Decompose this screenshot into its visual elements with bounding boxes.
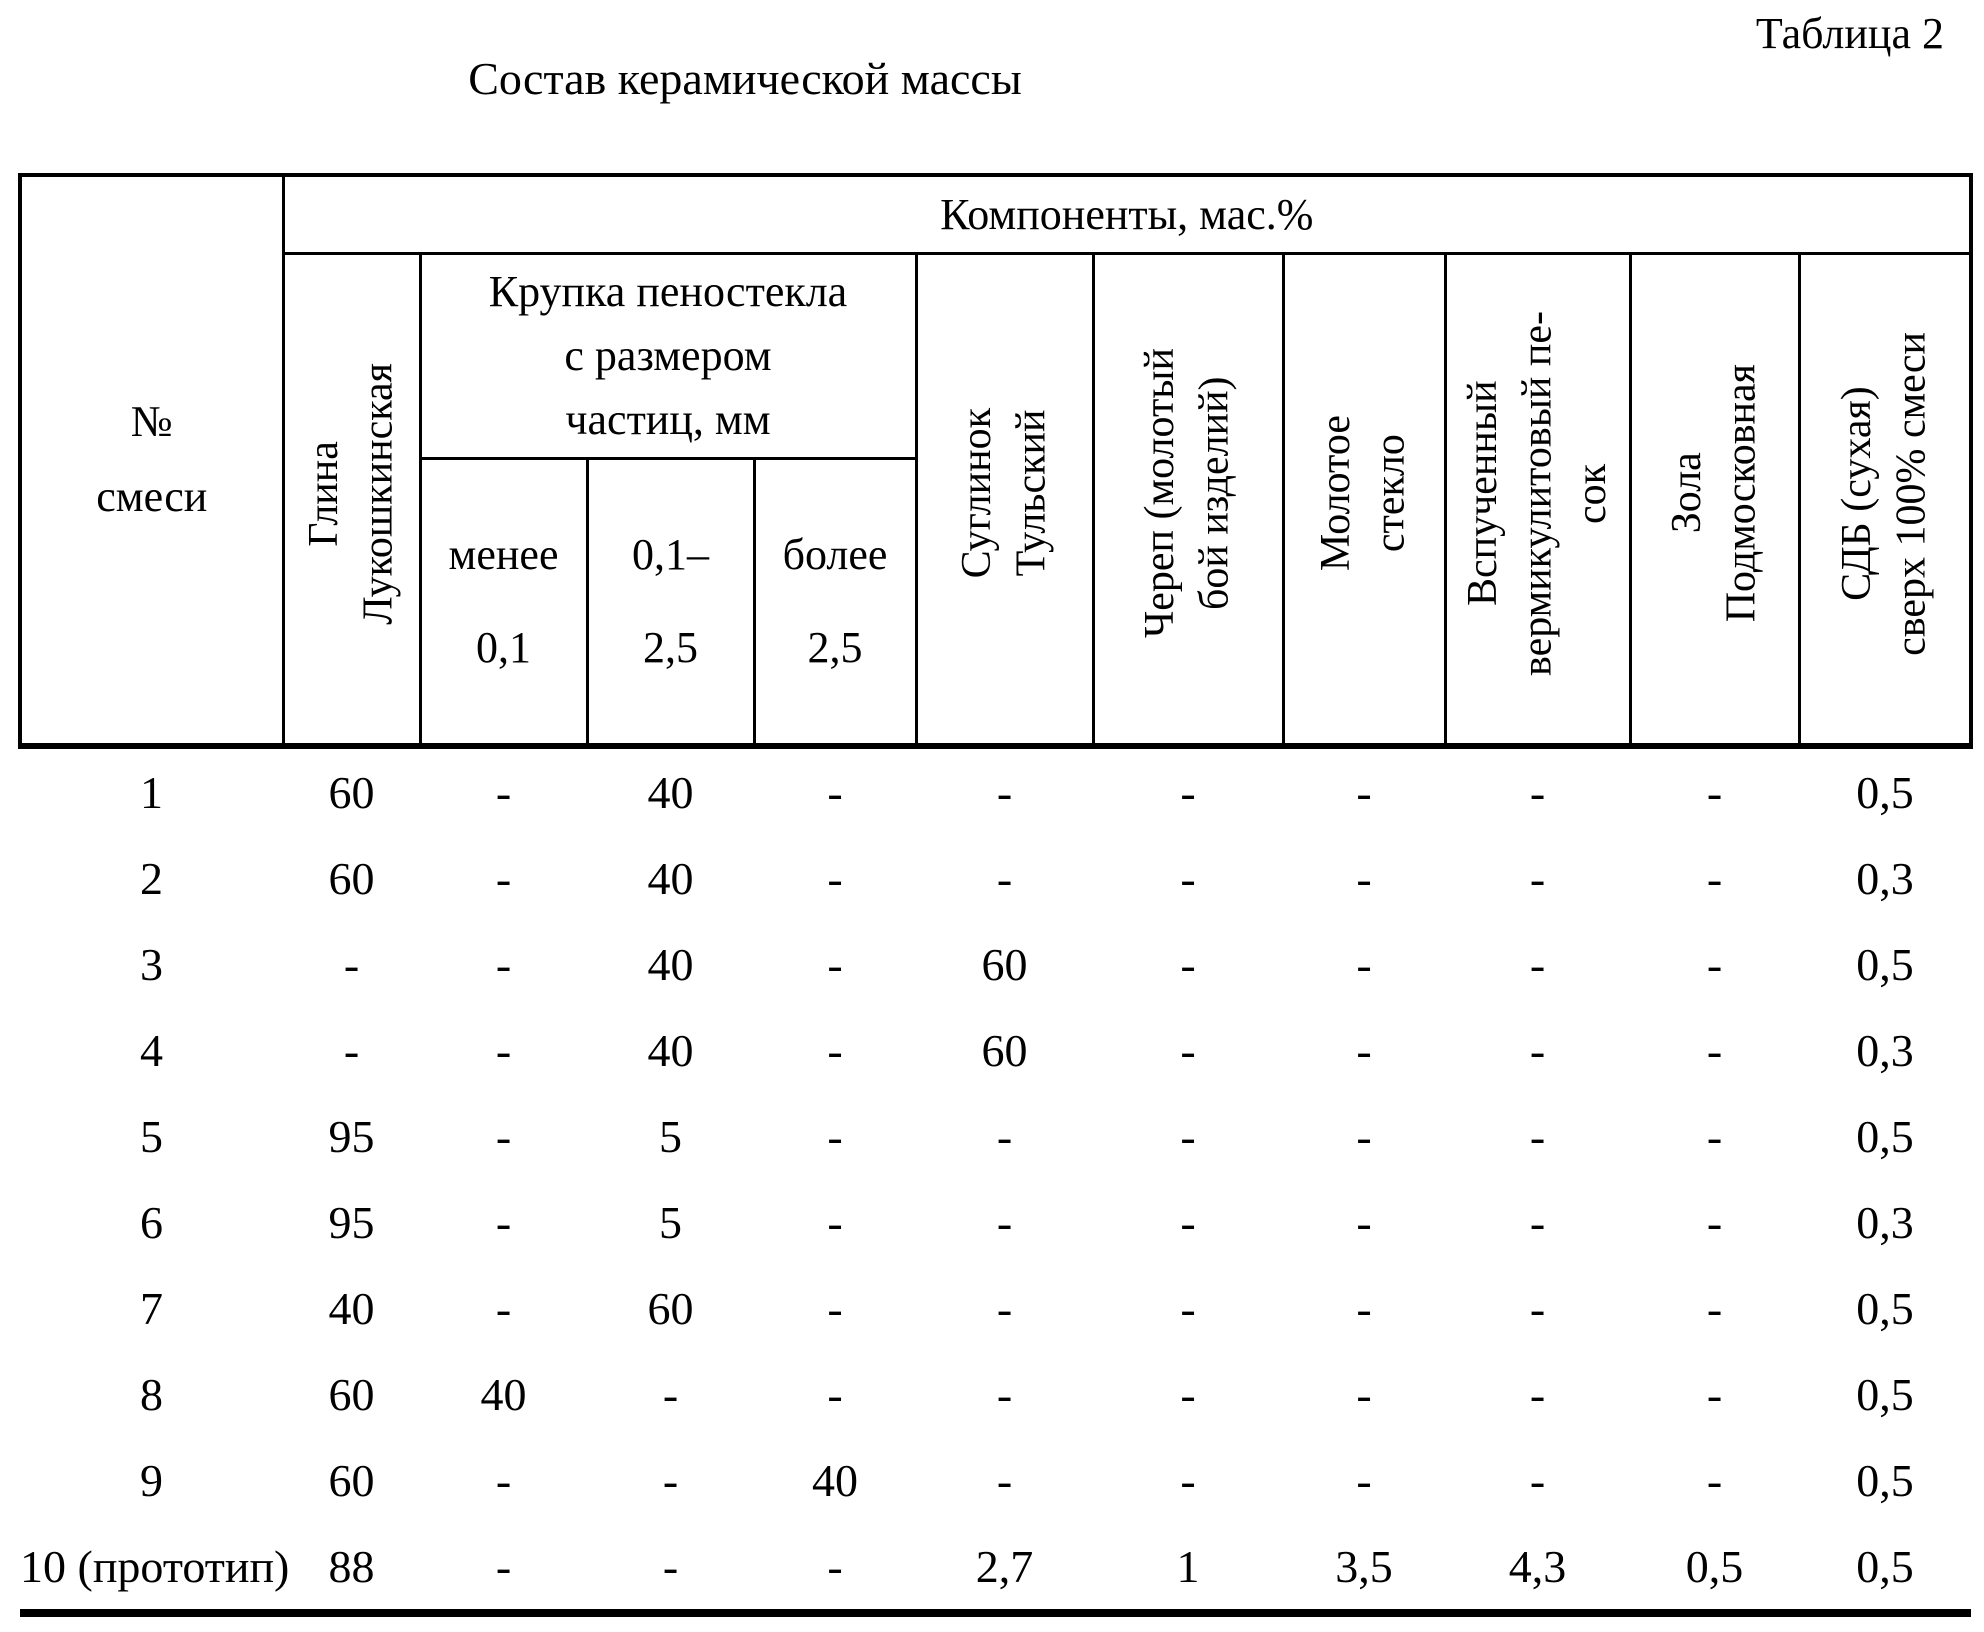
value-cell: -	[827, 1110, 843, 1162]
clay-header-text: Глина Лукошкинская	[300, 362, 402, 625]
value-cell: -	[1529, 1110, 1546, 1162]
value-cell: -	[495, 852, 512, 904]
value-cell: -	[1706, 1282, 1723, 1334]
value-cell: -	[1706, 852, 1723, 904]
value-cell: -	[1529, 852, 1546, 904]
value-cell: -	[827, 1196, 843, 1248]
mix-number-cell: 1	[140, 766, 163, 818]
value-cell: 60	[981, 938, 1028, 990]
value-cell: -	[1180, 766, 1196, 818]
value-cell: -	[1529, 1368, 1546, 1420]
column-header-vermiculite-sand	[1445, 254, 1630, 747]
table-row	[20, 1265, 1971, 1351]
table-row	[20, 1007, 1971, 1093]
value-cell: 0,3	[1856, 852, 1914, 904]
header-row-columns	[20, 254, 1971, 459]
value-cell: -	[1180, 938, 1196, 990]
value-cell: -	[1356, 1368, 1372, 1420]
table-row	[20, 1093, 1971, 1179]
value-cell: 0,3	[1856, 1024, 1914, 1076]
value-cell: -	[1356, 1196, 1372, 1248]
value-cell: -	[1706, 1110, 1723, 1162]
mix-number-cell: 6	[140, 1196, 163, 1248]
value-cell: 0,5	[1856, 1282, 1914, 1334]
value-cell: 0,5	[1856, 1368, 1914, 1420]
grog-header-text: Череп (молотый бой изделий)	[1137, 348, 1238, 639]
value-cell: -	[1356, 1282, 1372, 1334]
value-cell: -	[495, 1196, 512, 1248]
ash-header-text: Зола Подмосковная	[1663, 364, 1765, 623]
value-cell: -	[827, 1024, 843, 1076]
value-cell: 40	[647, 1024, 694, 1076]
value-cell: 0,5	[1856, 766, 1914, 818]
table-row	[20, 746, 1971, 835]
value-cell: 60	[647, 1282, 694, 1334]
table-header	[20, 175, 1971, 746]
value-cell: -	[1356, 766, 1372, 818]
mix-number-cell: 3	[140, 938, 163, 990]
value-cell: 4,3	[1445, 1523, 1630, 1613]
value-cell: 60	[981, 1024, 1028, 1076]
value-cell: -	[587, 1523, 754, 1613]
value-cell: 5	[659, 1196, 682, 1248]
mix-number-cell: 5	[140, 1110, 163, 1162]
value-cell: -	[495, 938, 512, 990]
vermiculite-header-text: Вспученный вермикулитовый пе- сок	[1459, 311, 1615, 676]
ground-glass-header-text: Молотое стекло	[1313, 415, 1414, 572]
value-cell: 0,5	[1856, 1110, 1914, 1162]
value-cell: -	[1706, 938, 1723, 990]
value-cell: 60	[328, 766, 375, 818]
mix-number-cell: 8	[140, 1368, 163, 1420]
mix-number-cell: 4	[140, 1024, 163, 1076]
value-cell: 2,7	[916, 1523, 1093, 1613]
mix-number-cell: 7	[140, 1282, 163, 1334]
value-cell: -	[754, 1523, 916, 1613]
value-cell: -	[1356, 1110, 1372, 1162]
header-row-groups	[20, 175, 1971, 254]
value-cell: -	[1356, 852, 1372, 904]
value-cell: -	[662, 1368, 679, 1420]
value-cell: -	[827, 766, 843, 818]
value-cell: -	[495, 766, 512, 818]
value-cell: -	[827, 1282, 843, 1334]
value-cell: -	[996, 1282, 1013, 1334]
value-cell: -	[1180, 1024, 1196, 1076]
table-row	[20, 1179, 1971, 1265]
value-cell: 88	[283, 1523, 420, 1613]
value-cell: 0,5	[1799, 1523, 1971, 1613]
column-header-sdb	[1799, 254, 1971, 747]
mix-number-cell: 10 (прототип)	[20, 1523, 283, 1613]
value-cell: 60	[328, 852, 375, 904]
value-cell: 40	[647, 852, 694, 904]
value-cell: -	[1180, 1282, 1196, 1334]
value-cell: -	[1529, 766, 1546, 818]
value-cell: -	[996, 1454, 1013, 1506]
table-title: Состав керамической массы	[468, 53, 1022, 104]
value-cell: -	[1706, 766, 1723, 818]
column-header-ground-glass	[1283, 254, 1445, 747]
table-row	[20, 835, 1971, 921]
value-cell: -	[1180, 1196, 1196, 1248]
column-header-mix-number: № смеси	[20, 175, 283, 746]
table-row-prototype	[20, 1523, 1971, 1613]
value-cell: -	[996, 1368, 1013, 1420]
column-header-size-more: более 2,5	[754, 459, 916, 747]
value-cell: 95	[328, 1110, 375, 1162]
value-cell: 40	[328, 1282, 375, 1334]
column-header-size-mid: 0,1– 2,5	[587, 459, 754, 747]
value-cell: -	[1529, 1196, 1546, 1248]
value-cell: 0,3	[1856, 1196, 1914, 1248]
composition-table	[18, 173, 1973, 1617]
value-cell: -	[827, 938, 843, 990]
value-cell: -	[1356, 1454, 1372, 1506]
value-cell: -	[662, 1454, 679, 1506]
value-cell: 60	[328, 1368, 375, 1420]
value-cell: -	[1706, 1196, 1723, 1248]
column-group-foamglass-grit: Крупка пеностекла с размером частиц, мм	[420, 254, 916, 459]
value-cell: -	[1529, 1282, 1546, 1334]
value-cell: 40	[812, 1454, 858, 1506]
value-cell: 3,5	[1283, 1523, 1445, 1613]
mix-number-cell: 2	[140, 852, 163, 904]
column-header-size-less: менее 0,1	[420, 459, 587, 747]
value-cell: 95	[328, 1196, 375, 1248]
value-cell: -	[1706, 1024, 1723, 1076]
value-cell: -	[1529, 1024, 1546, 1076]
value-cell: -	[1706, 1454, 1723, 1506]
table-row	[20, 1437, 1971, 1523]
table-body	[20, 746, 1971, 1613]
column-group-components: Компоненты, мас.%	[283, 175, 1971, 254]
column-header-clay	[283, 254, 420, 747]
value-cell: -	[1180, 1110, 1196, 1162]
mix-number-cell: 9	[140, 1454, 163, 1506]
table-row	[20, 1351, 1971, 1437]
value-cell: -	[495, 1024, 512, 1076]
value-cell: 0,5	[1856, 938, 1914, 990]
value-cell: -	[1529, 1454, 1546, 1506]
value-cell: -	[996, 852, 1013, 904]
value-cell: -	[343, 1024, 360, 1076]
loam-header-text: Суглинок Тульский	[953, 408, 1055, 579]
column-header-ash	[1630, 254, 1799, 747]
value-cell: 40	[647, 938, 694, 990]
value-cell: 5	[659, 1110, 682, 1162]
value-cell: -	[996, 766, 1013, 818]
table-number-label: Таблица 2	[1755, 9, 1944, 58]
value-cell: 40	[647, 766, 694, 818]
value-cell: -	[495, 1282, 512, 1334]
value-cell: -	[495, 1454, 512, 1506]
value-cell: -	[1356, 938, 1372, 990]
value-cell: 60	[328, 1454, 375, 1506]
value-cell: -	[1180, 1368, 1196, 1420]
value-cell: -	[420, 1523, 587, 1613]
value-cell: 0,5	[1630, 1523, 1799, 1613]
table-row	[20, 921, 1971, 1007]
value-cell: -	[343, 938, 360, 990]
value-cell: -	[1529, 938, 1546, 990]
value-cell: -	[1180, 1454, 1196, 1506]
column-header-grog	[1093, 254, 1283, 747]
value-cell: -	[827, 852, 843, 904]
value-cell: 0,5	[1856, 1454, 1914, 1506]
value-cell: 1	[1093, 1523, 1283, 1613]
column-header-loam	[916, 254, 1093, 747]
value-cell: -	[827, 1368, 843, 1420]
sdb-header-text: СДБ (сухая) сверх 100% смеси	[1834, 331, 1935, 656]
value-cell: -	[996, 1196, 1013, 1248]
value-cell: -	[495, 1110, 512, 1162]
value-cell: -	[1180, 852, 1196, 904]
value-cell: 40	[480, 1368, 527, 1420]
value-cell: -	[1356, 1024, 1372, 1076]
value-cell: -	[1706, 1368, 1723, 1420]
value-cell: -	[996, 1110, 1013, 1162]
